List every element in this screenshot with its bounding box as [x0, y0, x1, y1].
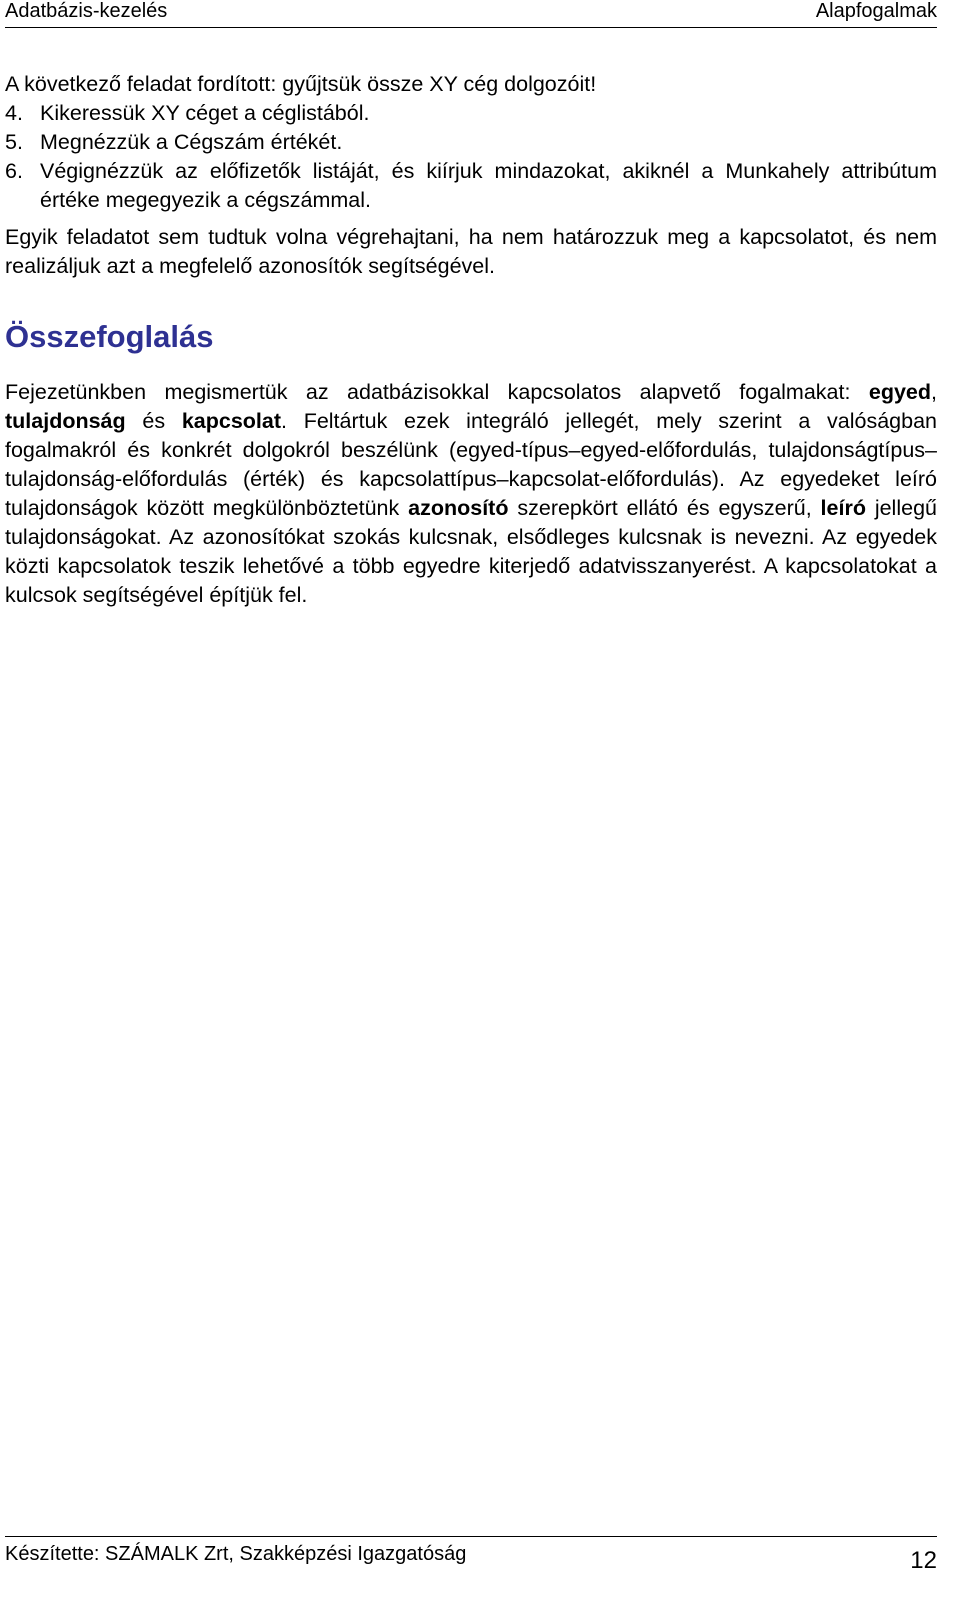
- steps-list: [5, 99, 937, 215]
- list-item-text: Megnézzük a Cégszám értékét.: [40, 130, 343, 154]
- list-item: [5, 157, 937, 215]
- intro-paragraph: A következő feladat fordított: gyűjtsük össze XY cég dolgozóit!: [5, 72, 597, 96]
- summary-text: . Feltártuk ezek integráló jellegét, mely szerint a valóságban fogalmakról és konkrét dolgokról beszélünk (egyed-típus–egyed-előfordulás, tulajdonságtípus–tulajdonság-előfordulás (érték) és kapcsolattípus–kapcsolat-előfordulás). Az egyedeket leíró tulajdonságok között megkülönböztetünk: [5, 409, 938, 520]
- term-attribute: tulajdonság: [5, 409, 126, 433]
- header-book-title: Adatbázis-kezelés: [5, 0, 168, 22]
- summary-paragraph: [5, 378, 937, 610]
- list-item-number: 5.: [5, 130, 23, 154]
- term-relationship: kapcsolat: [181, 409, 281, 433]
- summary-text: ,: [931, 380, 937, 404]
- section-heading: Összefoglalás: [5, 319, 214, 354]
- summary-text: és: [125, 409, 182, 433]
- page-header: [5, 0, 937, 28]
- relationship-paragraph: Egyik feladatot sem tudtuk volna végrehajtani, ha nem határozzuk meg a kapcsolatot, és nem realizáljuk azt a megfelelő azonosítók segítségével.: [5, 225, 937, 278]
- summary-text: szerepkört ellátó és egyszerű,: [508, 496, 821, 520]
- list-item: [5, 128, 937, 157]
- list-item-text: Végignézzük az előfizetők listáját, és kiírjuk mindazokat, akiknél a Munkahely attribútum értéke megegyezik a cégszámmal.: [40, 159, 937, 212]
- page-footer: [5, 1536, 937, 1577]
- list-item-number: 4.: [5, 101, 23, 125]
- term-entity: egyed: [868, 380, 932, 404]
- footer-author: Készítette: SZÁMALK Zrt, Szakképzési Igazgatóság: [5, 1543, 467, 1565]
- term-descriptor: leíró: [820, 496, 866, 520]
- term-identifier: azonosító: [408, 496, 509, 520]
- list-item: [5, 99, 937, 128]
- summary-text: jellegű tulajdonságokat. Az azonosítókat szokás kulcsnak, elsődleges kulcsnak is nevezni. Az egyedek közti kapcsolatok teszik lehetővé a több egyedre kiterjedő adatvisszanyerést. A kapcsolatokat a kulcsok segítségével építjük fel.: [5, 496, 937, 607]
- list-item-text: Kikeressük XY céget a céglistából.: [40, 101, 370, 125]
- list-item-number: 6.: [5, 159, 23, 183]
- summary-text: Fejezetünkben megismertük az adatbázisokkal kapcsolatos alapvető fogalmakat:: [5, 380, 869, 404]
- page-content: [5, 70, 937, 610]
- header-chapter-title: Alapfogalmak: [815, 0, 937, 22]
- page-number: 12: [910, 1547, 937, 1574]
